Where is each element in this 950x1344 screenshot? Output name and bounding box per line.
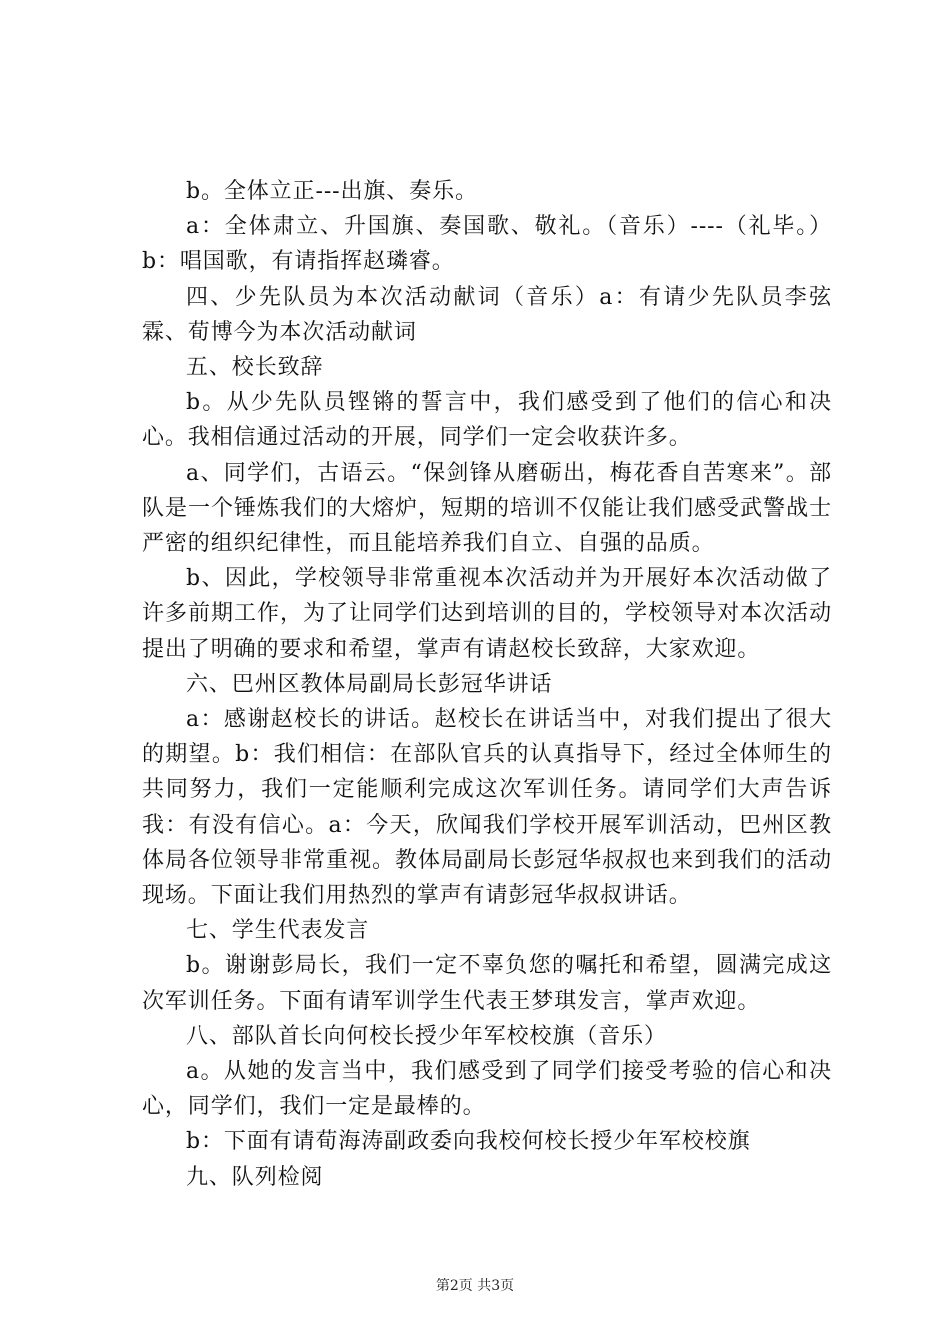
heading-section-seven: 七、学生代表发言 — [186, 918, 370, 944]
paragraph-proverb: a、同学们，古语云。“保剑锋从磨砺出，梅花香自苦寒来”。部队是一个锤炼我们的大熔炉，短期的培训不仅能让我们感受武警战士严密的组织纪律性，而且能培养我们自立、自强的品质。 — [142, 460, 832, 557]
page-footer: 第2页 共3页 — [435, 1278, 515, 1294]
heading-section-five: 五、校长致辞 — [186, 355, 324, 381]
paragraph-official-intro: a：感谢赵校长的讲话。赵校长在讲话当中，对我们提出了很大的期望。b：我们相信：在部队官兵的认真指导下，经过全体师生的共同努力，我们一定能顺利完成这次军训任务。请同学们大声告诉我：有没有信心。a：今天，欣闻我们学校开展军训活动，巴州区教体局各位领导非常重视。教体局副局长彭冠华叔叔也来到我们的活动现场。下面让我们用热烈的掌声有请彭冠华叔叔讲话。 — [142, 707, 832, 909]
heading-section-six: 六、巴州区教体局副局长彭冠华讲话 — [186, 671, 553, 697]
paragraph-flag-award: b：下面有请荀海涛副政委向我校何校长授少年军校校旗 — [186, 1129, 751, 1155]
paragraph-student-rep: b。谢谢彭局长，我们一定不辜负您的嘱托和希望，圆满完成这次军训任务。下面有请军训学生代表王梦琪发言，掌声欢迎。 — [142, 953, 832, 1014]
paragraph-section-four: 四、少先队员为本次活动献词（音乐）a：有请少先队员李弦霖、荀博今为本次活动献词 — [142, 284, 832, 345]
paragraph-oath-response: b。从少先队员铿锵的誓言中，我们感受到了他们的信心和决心。我相信通过活动的开展，同学们一定会收获许多。 — [142, 390, 832, 451]
heading-section-nine: 九、队列检阅 — [186, 1164, 324, 1190]
document-body — [142, 174, 832, 1195]
paragraph-flag-raising: a：全体肃立、升国旗、奏国歌、敬礼。（音乐）----（礼毕。）b：唱国歌，有请指挥赵璘睿。 — [142, 214, 832, 275]
heading-section-eight: 八、部队首长向何校长授少年军校校旗（音乐） — [186, 1023, 667, 1049]
paragraph-confidence: a。从她的发言当中，我们感受到了同学们接受考验的信心和决心，同学们，我们一定是最棒的。 — [142, 1059, 832, 1120]
paragraph-principal-intro: b、因此，学校领导非常重视本次活动并为开展好本次活动做了许多前期工作，为了让同学们达到培训的目的，学校领导对本次活动提出了明确的要求和希望，掌声有请赵校长致辞，大家欢迎。 — [142, 566, 832, 662]
paragraph-anthem-flag: b。全体立正---出旗、奏乐。 — [186, 179, 478, 204]
